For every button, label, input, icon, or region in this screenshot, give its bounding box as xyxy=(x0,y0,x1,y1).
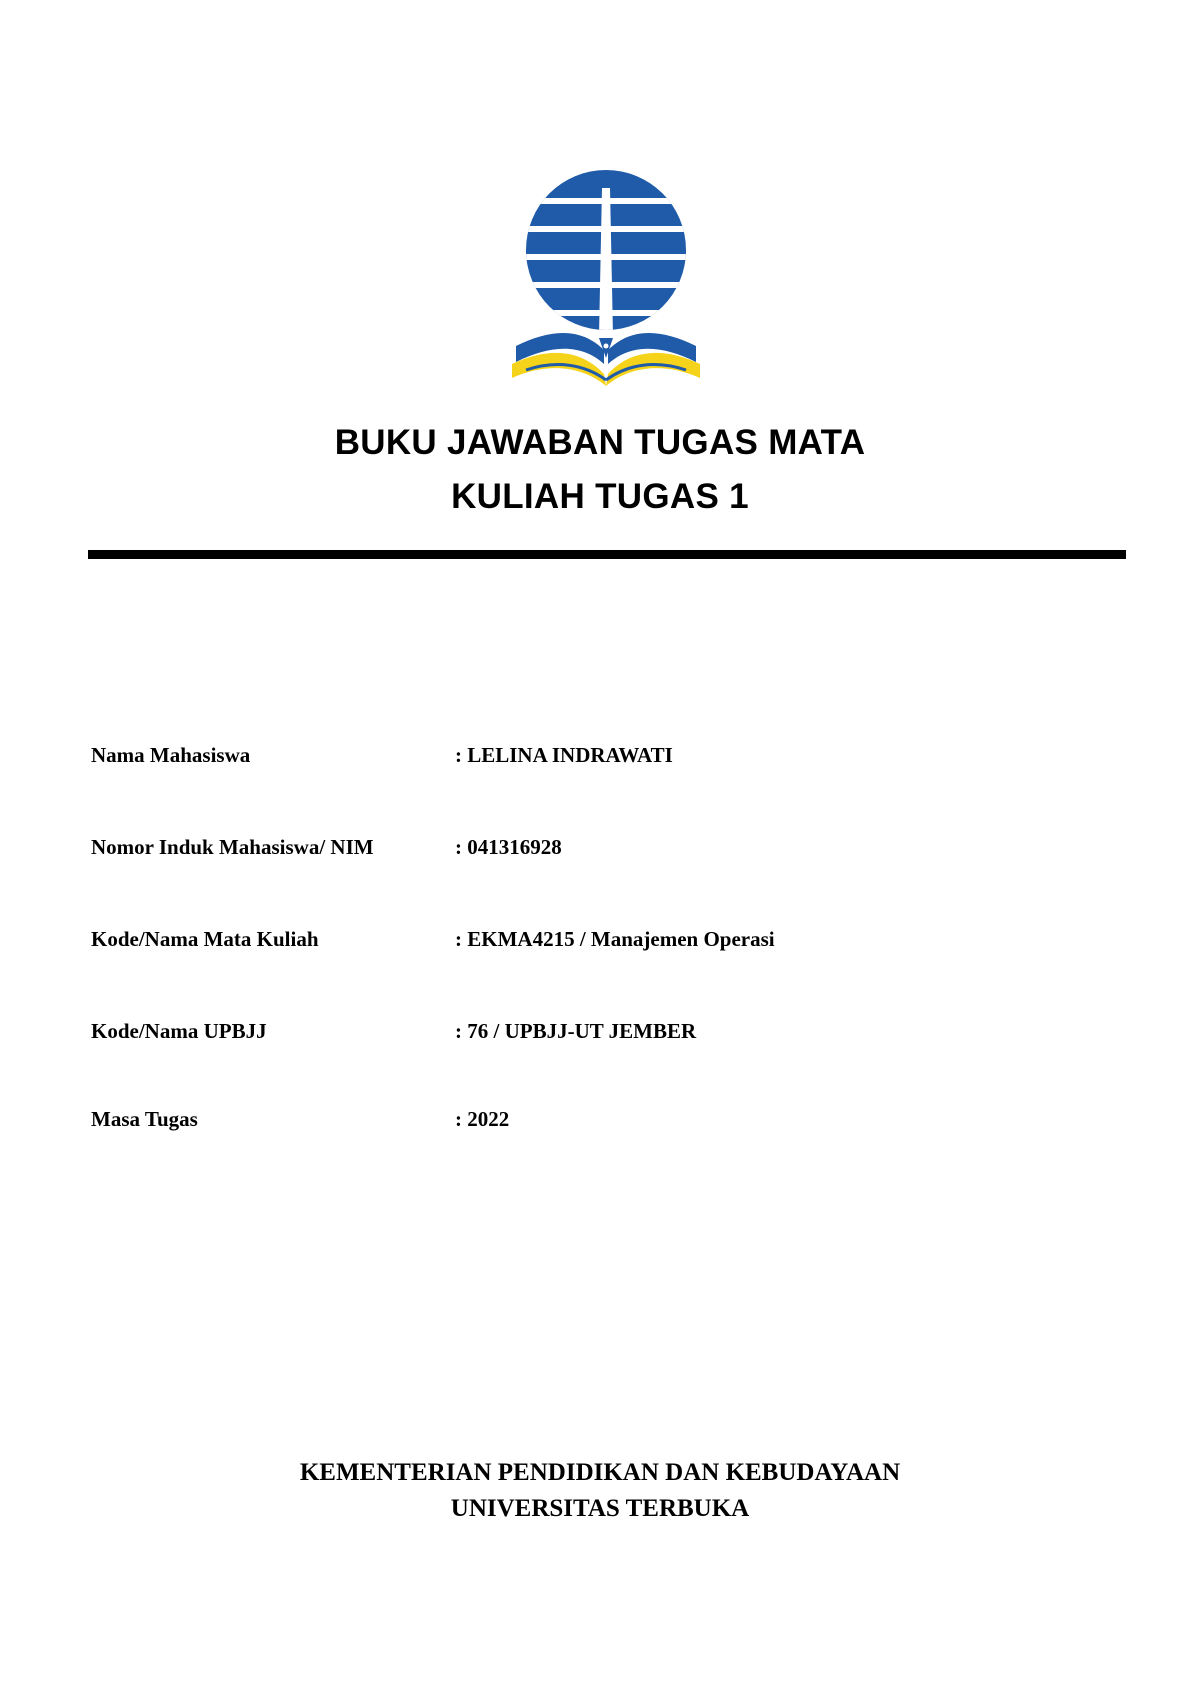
document-title-line-2: KULIAH TUGAS 1 xyxy=(451,477,749,516)
info-value: : LELINA INDRAWATI xyxy=(455,743,673,767)
info-value: : 76 / UPBJJ-UT JEMBER xyxy=(455,1019,697,1043)
info-label: Nomor Induk Mahasiswa/ NIM xyxy=(91,835,374,859)
ministry-name: KEMENTERIAN PENDIDIKAN DAN KEBUDAYAAN xyxy=(299,1459,901,1486)
info-row-nim xyxy=(91,832,1091,862)
info-value: : 041316928 xyxy=(455,835,562,859)
title-divider xyxy=(88,550,1126,559)
info-label: Nama Mahasiswa xyxy=(91,743,251,767)
info-value: : EKMA4215 / Manajemen Operasi xyxy=(455,927,775,951)
institution-footer xyxy=(0,1455,1200,1527)
info-row-mata-kuliah xyxy=(91,924,1091,954)
document-title-line-1: BUKU JAWABAN TUGAS MATA xyxy=(334,423,866,462)
info-row-upbjj xyxy=(91,1016,1091,1046)
info-label: Kode/Nama UPBJJ xyxy=(91,1019,267,1043)
info-label: Masa Tugas xyxy=(91,1107,198,1131)
info-label: Kode/Nama Mata Kuliah xyxy=(91,927,319,951)
info-row-nama xyxy=(91,740,1091,770)
document-title xyxy=(0,416,1200,524)
info-row-masa-tugas xyxy=(91,1104,1091,1134)
info-value: : 2022 xyxy=(455,1107,510,1131)
university-name: UNIVERSITAS TERBUKA xyxy=(450,1495,750,1522)
university-logo-icon xyxy=(512,168,700,390)
